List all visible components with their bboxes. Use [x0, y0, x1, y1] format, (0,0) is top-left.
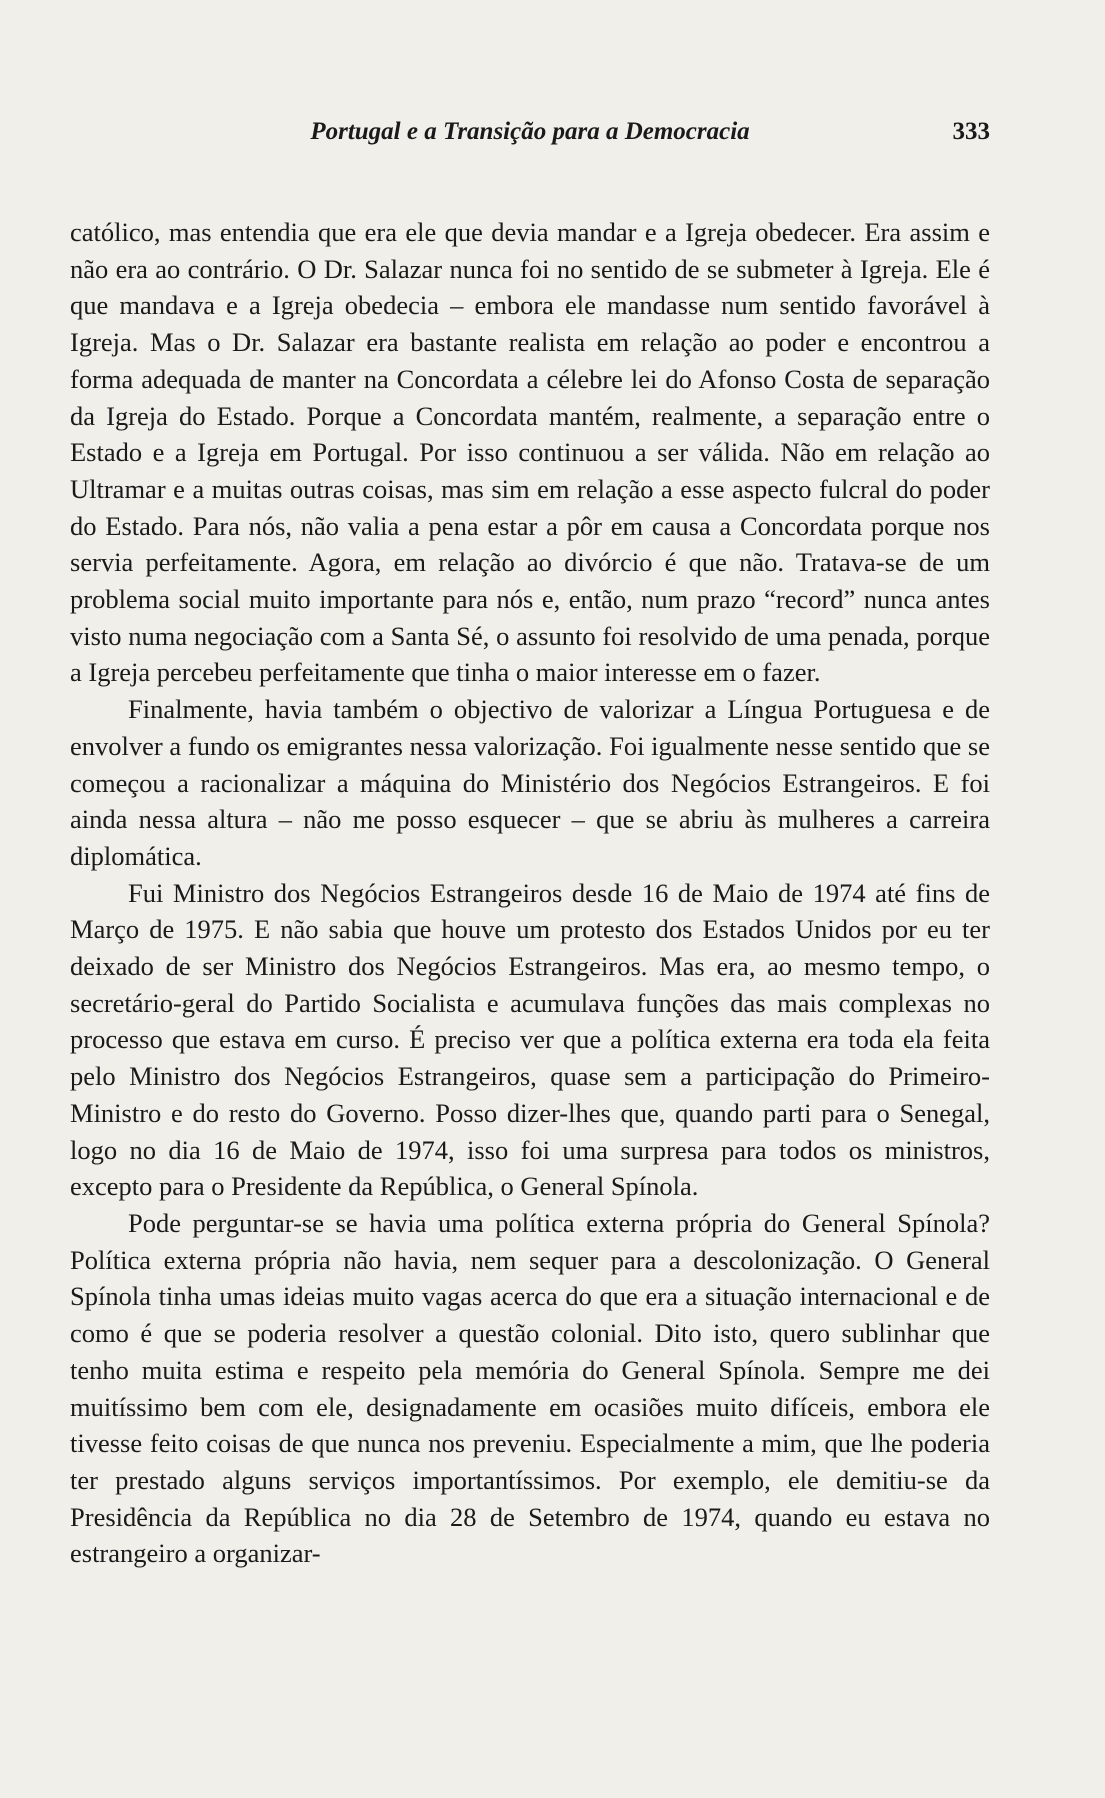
- paragraph: Pode perguntar-se se havia uma política externa própria do General Spínola? Política externa própria não havia, nem sequer para a descolonização. O General Spínola tinha umas ideias muito vagas acerca do que era a situação internacional e de como é que se poderia resolver a questão colonial. Dito isto, quero sublinhar que tenho muita estima e respeito pela memória do General Spínola. Sempre me dei muitíssimo bem com ele, designadamente em ocasiões muito difíceis, embora ele tivesse feito coisas de que nunca nos preveniu. Especialmente a mim, que lhe poderia ter prestado alguns serviços importantíssimos. Por exemplo, ele demitiu-se da Presidência da República no dia 28 de Setembro de 1974, quando eu estava no estrangeiro a organizar-: [70, 1207, 990, 1569]
- body-text: [70, 214, 990, 1572]
- page-number: 333: [952, 118, 990, 145]
- paragraph: Finalmente, havia também o objectivo de valorizar a Língua Portuguesa e de envolver a fundo os emigrantes nessa valorização. Foi igualmente nesse sentido que se começou a racionalizar a máquina do Ministério dos Negócios Estrangeiros. E foi ainda nessa altura – não me posso esquecer – que se abriu às mulheres a carreira diplomática.: [70, 694, 990, 871]
- running-title: Portugal e a Transição para a Democracia: [310, 118, 750, 145]
- paragraph: católico, mas entendia que era ele que devia mandar e a Igreja obedecer. Era assim e não era ao contrário. O Dr. Salazar nunca foi no sentido de se submeter à Igreja. Ele é que mandava e a Igreja obedecia – embora ele mandasse num sentido favorável à Igreja. Mas o Dr. Salazar era bastante realista em relação ao poder e encontrou a forma adequada de manter na Concordata a célebre lei do Afonso Costa de separação da Igreja do Estado. Porque a Concordata mantém, realmente, a separação entre o Estado e a Igreja em Portugal. Por isso continuou a ser válida. Não em relação ao Ultramar e a muitas outras coisas, mas sim em relação a esse aspecto fulcral do poder do Estado. Para nós, não valia a pena estar a pôr em causa a Concordata porque nos servia perfeitamente. Agora, em relação ao divórcio é que não. Tratava-se de um problema social muito importante para nós e, então, num prazo “record” nunca antes visto numa negociação com a Santa Sé, o assunto foi resolvido de uma penada, porque a Igreja percebeu perfeitamente que tinha o maior interesse em o fazer.: [70, 217, 990, 688]
- page-header: [70, 118, 990, 158]
- paragraph: Fui Ministro dos Negócios Estrangeiros desde 16 de Maio de 1974 até fins de Março de 1975. E não sabia que houve um protesto dos Estados Unidos por eu ter deixado de ser Ministro dos Negócios Estrangeiros. Mas era, ao mesmo tempo, o secretário-geral do Partido Socialista e acumulava funções das mais complexas no processo que estava em curso. É preciso ver que a política externa era toda ela feita pelo Ministro dos Negócios Estrangeiros, quase sem a participação do Primeiro-Ministro e do resto do Governo. Posso dizer-lhes que, quando parti para o Senegal, logo no dia 16 de Maio de 1974, isso foi uma surpresa para todos os ministros, excepto para o Presidente da República, o General Spínola.: [70, 877, 990, 1202]
